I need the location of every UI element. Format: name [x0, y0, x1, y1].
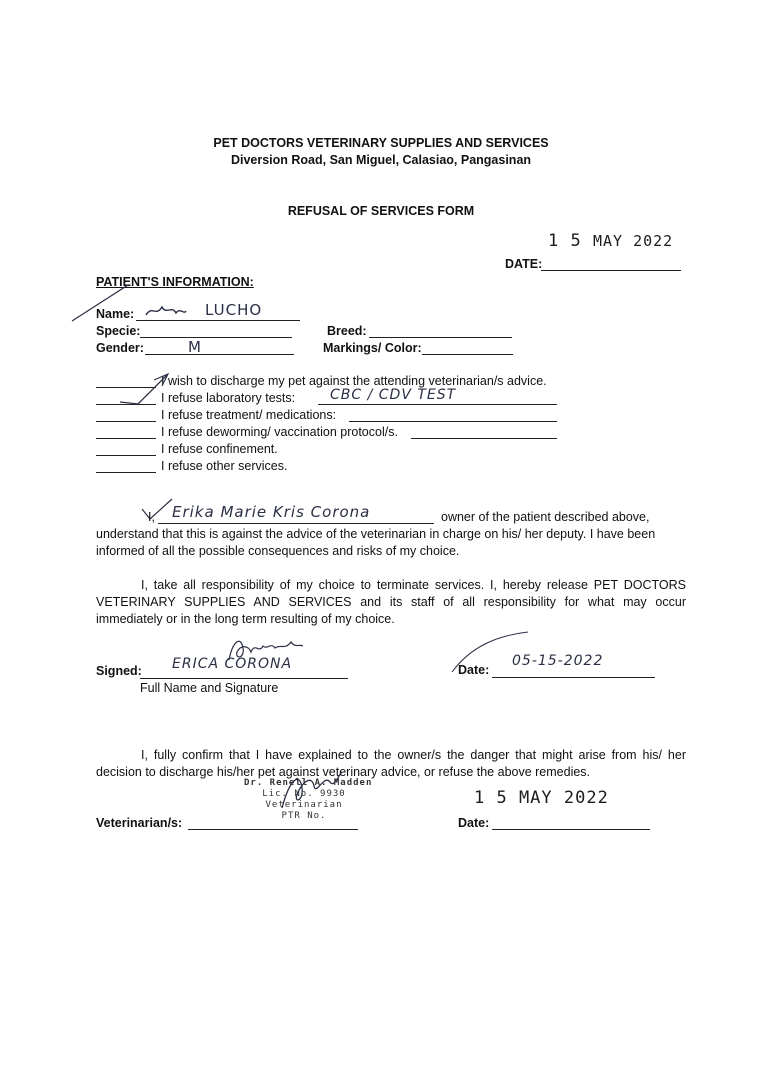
statement-line1-suffix: owner of the patient described above, [441, 510, 650, 524]
owner-date-label: Date: [458, 663, 490, 677]
owner-name-line [158, 523, 434, 524]
vet-stamp-name: Dr. Renell A. Madden [244, 778, 373, 788]
owner-date-value: 05-15-2022 [512, 653, 604, 669]
option-deworming-text: I refuse deworming/ vaccination protocol/s. [161, 425, 398, 439]
vet-date-line [492, 829, 650, 830]
vet-stamp-ptr: PTR No. [281, 811, 327, 821]
owner-name-value: Erika Marie Kris Corona [172, 503, 371, 521]
vet-date-label: Date: [458, 816, 490, 830]
option-deworming-line[interactable] [96, 438, 156, 439]
breed-line [369, 337, 512, 338]
gender-value: M [188, 338, 202, 356]
signed-label: Signed: [96, 664, 142, 678]
option-treatment-line[interactable] [96, 421, 156, 422]
option-treatment-text: I refuse treatment/ medications: [161, 408, 337, 422]
deworming-detail-line [411, 438, 557, 439]
option-other-text: I refuse other services. [161, 459, 288, 473]
signed-line [140, 678, 348, 679]
gender-line [145, 354, 294, 355]
check-mark-icon [118, 370, 170, 406]
company-name: PET DOCTORS VETERINARY SUPPLIES AND SERVICES [213, 136, 549, 150]
name-value: LUCHO [205, 301, 263, 319]
statement-line2: understand that this is against the advice of the veterinarian in charge on his/ her deputy. I have been [96, 527, 656, 541]
option-confinement-line[interactable] [96, 455, 156, 456]
vet-date-stamp: 1 5 MAY 2022 [474, 788, 609, 808]
option-lab-tests-text: I refuse laboratory tests: [161, 391, 296, 405]
vet-stamp-title: Veterinarian [265, 800, 343, 810]
owner-printed-name: ERICA CORONA [172, 656, 293, 672]
vet-label: Veterinarian/s: [96, 816, 183, 830]
confirmation-paragraph [96, 747, 686, 781]
name-label: Name: [96, 307, 135, 321]
gender-label: Gender: [96, 341, 144, 355]
name-line [136, 320, 300, 321]
specie-label: Specie: [96, 324, 141, 338]
markings-line [422, 354, 513, 355]
stamp-month-year: MAY 2022 [592, 232, 674, 250]
top-date-line [541, 270, 681, 271]
top-date-label: DATE: [505, 257, 543, 271]
breed-label: Breed: [327, 324, 367, 338]
specie-line [140, 337, 292, 338]
statement-prefix: I, [148, 510, 155, 524]
option-discharge-text: I wish to discharge my pet against the attending veterinarian/s advice. [161, 374, 547, 388]
top-date-stamp [548, 231, 673, 251]
option-confinement-text: I refuse confinement. [161, 442, 278, 456]
vet-line [188, 829, 358, 830]
vet-stamp-license: Lic. No. 9930 [262, 789, 346, 799]
scribble-icon [144, 303, 188, 319]
markings-label: Markings/ Color: [323, 341, 422, 355]
release-paragraph [96, 577, 686, 628]
treatment-detail-line [349, 421, 557, 422]
signature-icon [276, 768, 346, 814]
lab-tests-detail-line [318, 404, 557, 405]
patient-section-title: PATIENT'S INFORMATION: [96, 275, 254, 289]
release-text: I, take all responsibility of my choice to terminate services. I, hereby release PET DOCTORS VETERINARY SUPPLIES AND SERVICES and its staff of all responsibility for what may occur immediately or in the long term resulting of my choice. [96, 578, 686, 626]
company-address: Diversion Road, San Miguel, Calasiao, Pangasinan [230, 153, 532, 167]
signature-caption: Full Name and Signature [140, 681, 279, 695]
option-other-line[interactable] [96, 472, 156, 473]
lab-tests-detail: CBC / CDV TEST [330, 387, 457, 403]
owner-date-line [492, 677, 655, 678]
statement-line3: informed of all the possible consequences and risks of my choice. [96, 544, 460, 558]
check-mark-icon [140, 497, 174, 523]
form-title: REFUSAL OF SERVICES FORM [287, 204, 475, 218]
confirmation-text: I, fully confirm that I have explained to the owner/s the danger that might arise from his/ her decision to discharge his/her pet against veterinary advice, or refuse the above remedies. [96, 748, 686, 779]
stamp-day: 1 5 [548, 231, 582, 251]
